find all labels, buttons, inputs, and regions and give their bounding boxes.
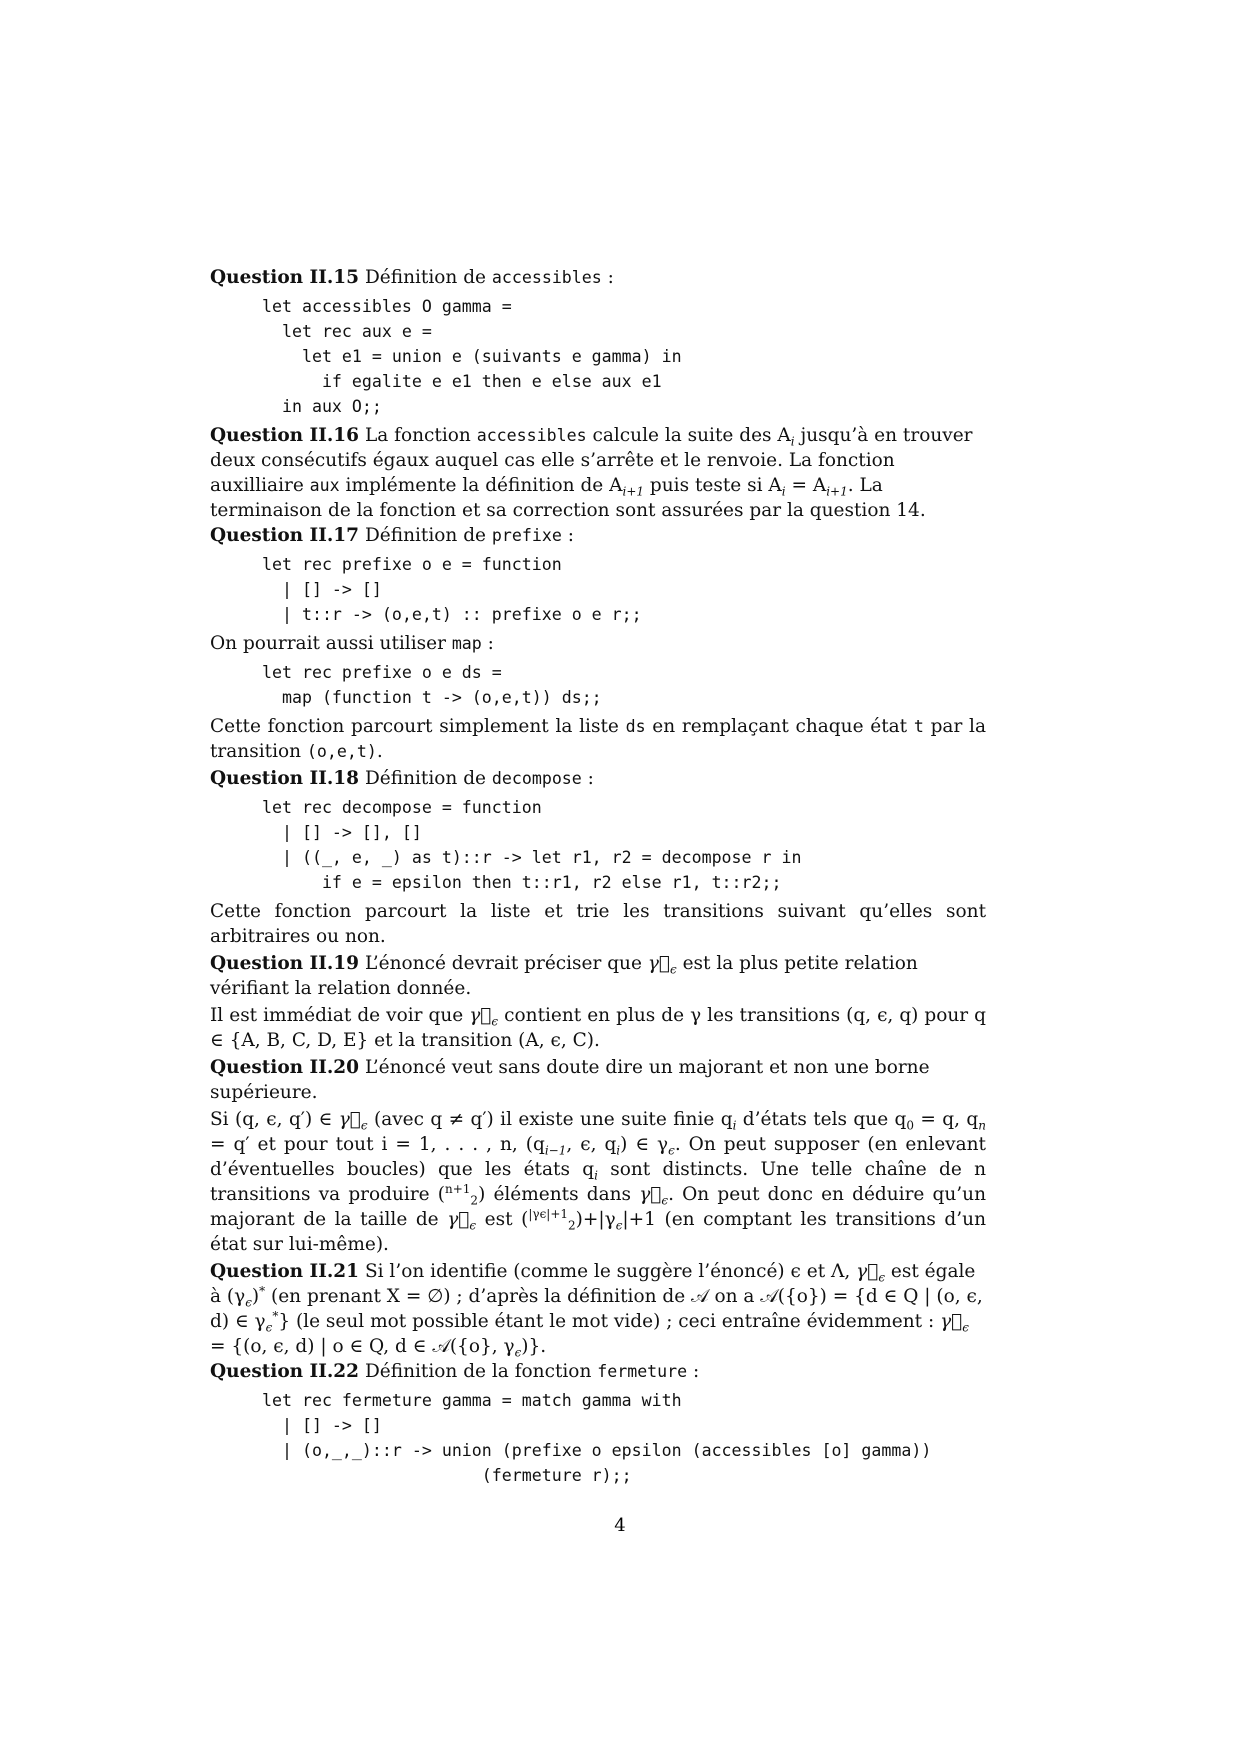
code-block: let rec fermeture gamma = match gamma with | [] -> [] | (o,_,_)::r -> union (prefixe o epsilon (accessibles [o] gamma)) (fermeture r);; [262,1391,932,1485]
question-20: Question II.20 L’énoncé veut sans doute dire un majorant et non une borne supérieure. [210,1057,930,1103]
page-number: 4 [614,1515,626,1536]
question-18: Question II.18 Définition de decompose : [210,768,594,789]
question-22: Question II.22 Définition de la fonction fermeture : [210,1361,700,1382]
code-block: let rec prefixe o e = function | [] -> [] | t::r -> (o,e,t) :: prefixe o e r;; [262,555,642,624]
code-block: let rec decompose = function | [] -> [], [] | ((_, e, _) as t)::r -> let r1, r2 = decompose r in if e = epsilon then t::r1, r2 else r1, t::r2;; [262,798,802,892]
code-block: let rec prefixe o e ds = map (function t -> (o,e,t)) ds;; [262,663,602,707]
question-15: Question II.15 Définition de accessibles : [210,267,614,288]
question-19: Question II.19 L’énoncé devrait préciser que $\gamma⃗_\epsilon$ est la plus petite relation vérifiant la relation donnée. [210,953,918,999]
code-block: let accessibles O gamma = let rec aux e = let e1 = union e (suivants e gamma) in if egalite e e1 then e else aux e1 in aux O;; [262,297,682,416]
question-17: Question II.17 Définition de prefixe : [210,525,574,546]
question-16: Question II.16 La fonction accessibles calcule la suite des $A_i$ jusqu’à en trouver deux consécutifs égaux auquel cas elle s’arrête et le renvoie. La fonction auxilliaire aux implémente la définition de $A_{i+1}$ puis teste si $A_i = A_{i+1}$. La terminaison de la fonction et sa correction sont assurées par la question 14. [210,425,973,521]
question-21: Question II.21 Si l’on identifie (comme le suggère l’énoncé) ϵ et Λ, $\gamma⃗_\epsilon$ est égale à $(\gamma_\epsilon)^*$ (en prenant X = ∅) ; d’après la définition de 𝒜 on a 𝒜({o}) = {d ∈ Q | (o, ϵ, d) ∈ $\gamma_\epsilon^*$} (le seul mot possible étant le mot vide) ; ceci entraîne évidemment : $\gamma⃗_\epsilon = \{(o$, ϵ, d) | o ∈ Q, d ∈ 𝒜({o}, $\gamma_\epsilon$)}. [210,1261,983,1360]
document-page: Question II.15 Définition de accessibles : let accessibles O gamma = let rec aux e = let e1 = union e (suivants e gamma) in if egalite e e1 then e else aux e1 in aux O;; Question II.16 La fonction accessibles calcule la suite des $A_i$ jusqu’à en trouver deux consécutifs égaux auquel cas elle s’arrête et le renvoie. La fonction auxilliaire aux implémente la définition de $A_{i+1}$ puis teste si $A_i = A_{i+1}$. La terminaison de la fonction et sa correction sont assurées par la question 14. Question II.17 Définition de prefixe : let rec prefixe o e = function | [] -> [] | t::r -> (o,e,t) :: prefixe o e r;; On pourrait aussi utiliser map : let rec prefixe o e ds = map (function t -> (o,e,t)) ds;; Cette fonction parcourt simplement la liste ds en remplaçant chaque état t par la transition (o,e,t). Question II.18 Définition de decompose : let rec decompose = function | [] -> [], [] | ((_, e, _) as t)::r -> let r1, r2 = decompose r in if e = epsilon then t::r1, r2 else r1, t::r2;; Cette fonction parcourt la liste et trie les transitions suivant qu’elles sont arbitraires ou non. Question II.19 L’énoncé devrait préciser que $\gamma⃗_\epsilon$ est la plus petite relation vérifiant la relation donnée. Il est immédiat de voir que $\gamma⃗_\epsilon$ contient en plus de γ les transitions (q, ϵ, q) pour q ∈ {A, B, C, D, E} et la transition (A, ϵ, C). Question II.20 L’énoncé veut sans doute dire un majorant et non une borne supérieure. Si (q, ϵ, q′) ∈ $\gamma⃗_\epsilon$ (avec q ≠ q′) il existe une suite finie $q_i$ d’états tels que $q_0 = q$, $q_n = q'$ et pour tout i = 1, . . . , n, ($q_{i-1}$, ϵ, $q_i$) ∈ $\gamma_\epsilon$. On peut supposer (en enlevant d’éventuelles boucles) que les états $q_i$ sont distincts. Une telle chaîne de n transitions va produire ($^{n+1}_2$) éléments dans $\gamma⃗_\epsilon$. On peut donc en déduire qu’un majorant de la taille de $\gamma⃗_\epsilon$ est $(^{|\gamma\epsilon|+1}_2)+|\gamma_\epsilon|+1$ (en comptant les transitions d’un état sur lui-même). Question II.21 Si l’on identifie (comme le suggère l’énoncé) ϵ et Λ, $\gamma⃗_\epsilon$ est égale à $(\gamma_\epsilon)^*$ (en prenant X = ∅) ; d’après la définition de 𝒜 on a 𝒜({o}) = {d ∈ Q | (o, ϵ, d) ∈ $\gamma_\epsilon^*$} (le seul mot possible étant le mot vide) ; ceci entraîne évidemment : $\gamma⃗_\epsilon = \{(o$, ϵ, d) | o ∈ Q, d ∈ 𝒜({o}, $\gamma_\epsilon$)}. Question II.22 Définition de la fonction fermeture : let rec fermeture gamma = match gamma with | [] -> [] | (o,_,_)::r -> union (prefixe o epsilon (accessibles [o] gamma)) (fermeture r);; [210,265,986,1492]
question-label: Question II.15 [210,267,360,288]
